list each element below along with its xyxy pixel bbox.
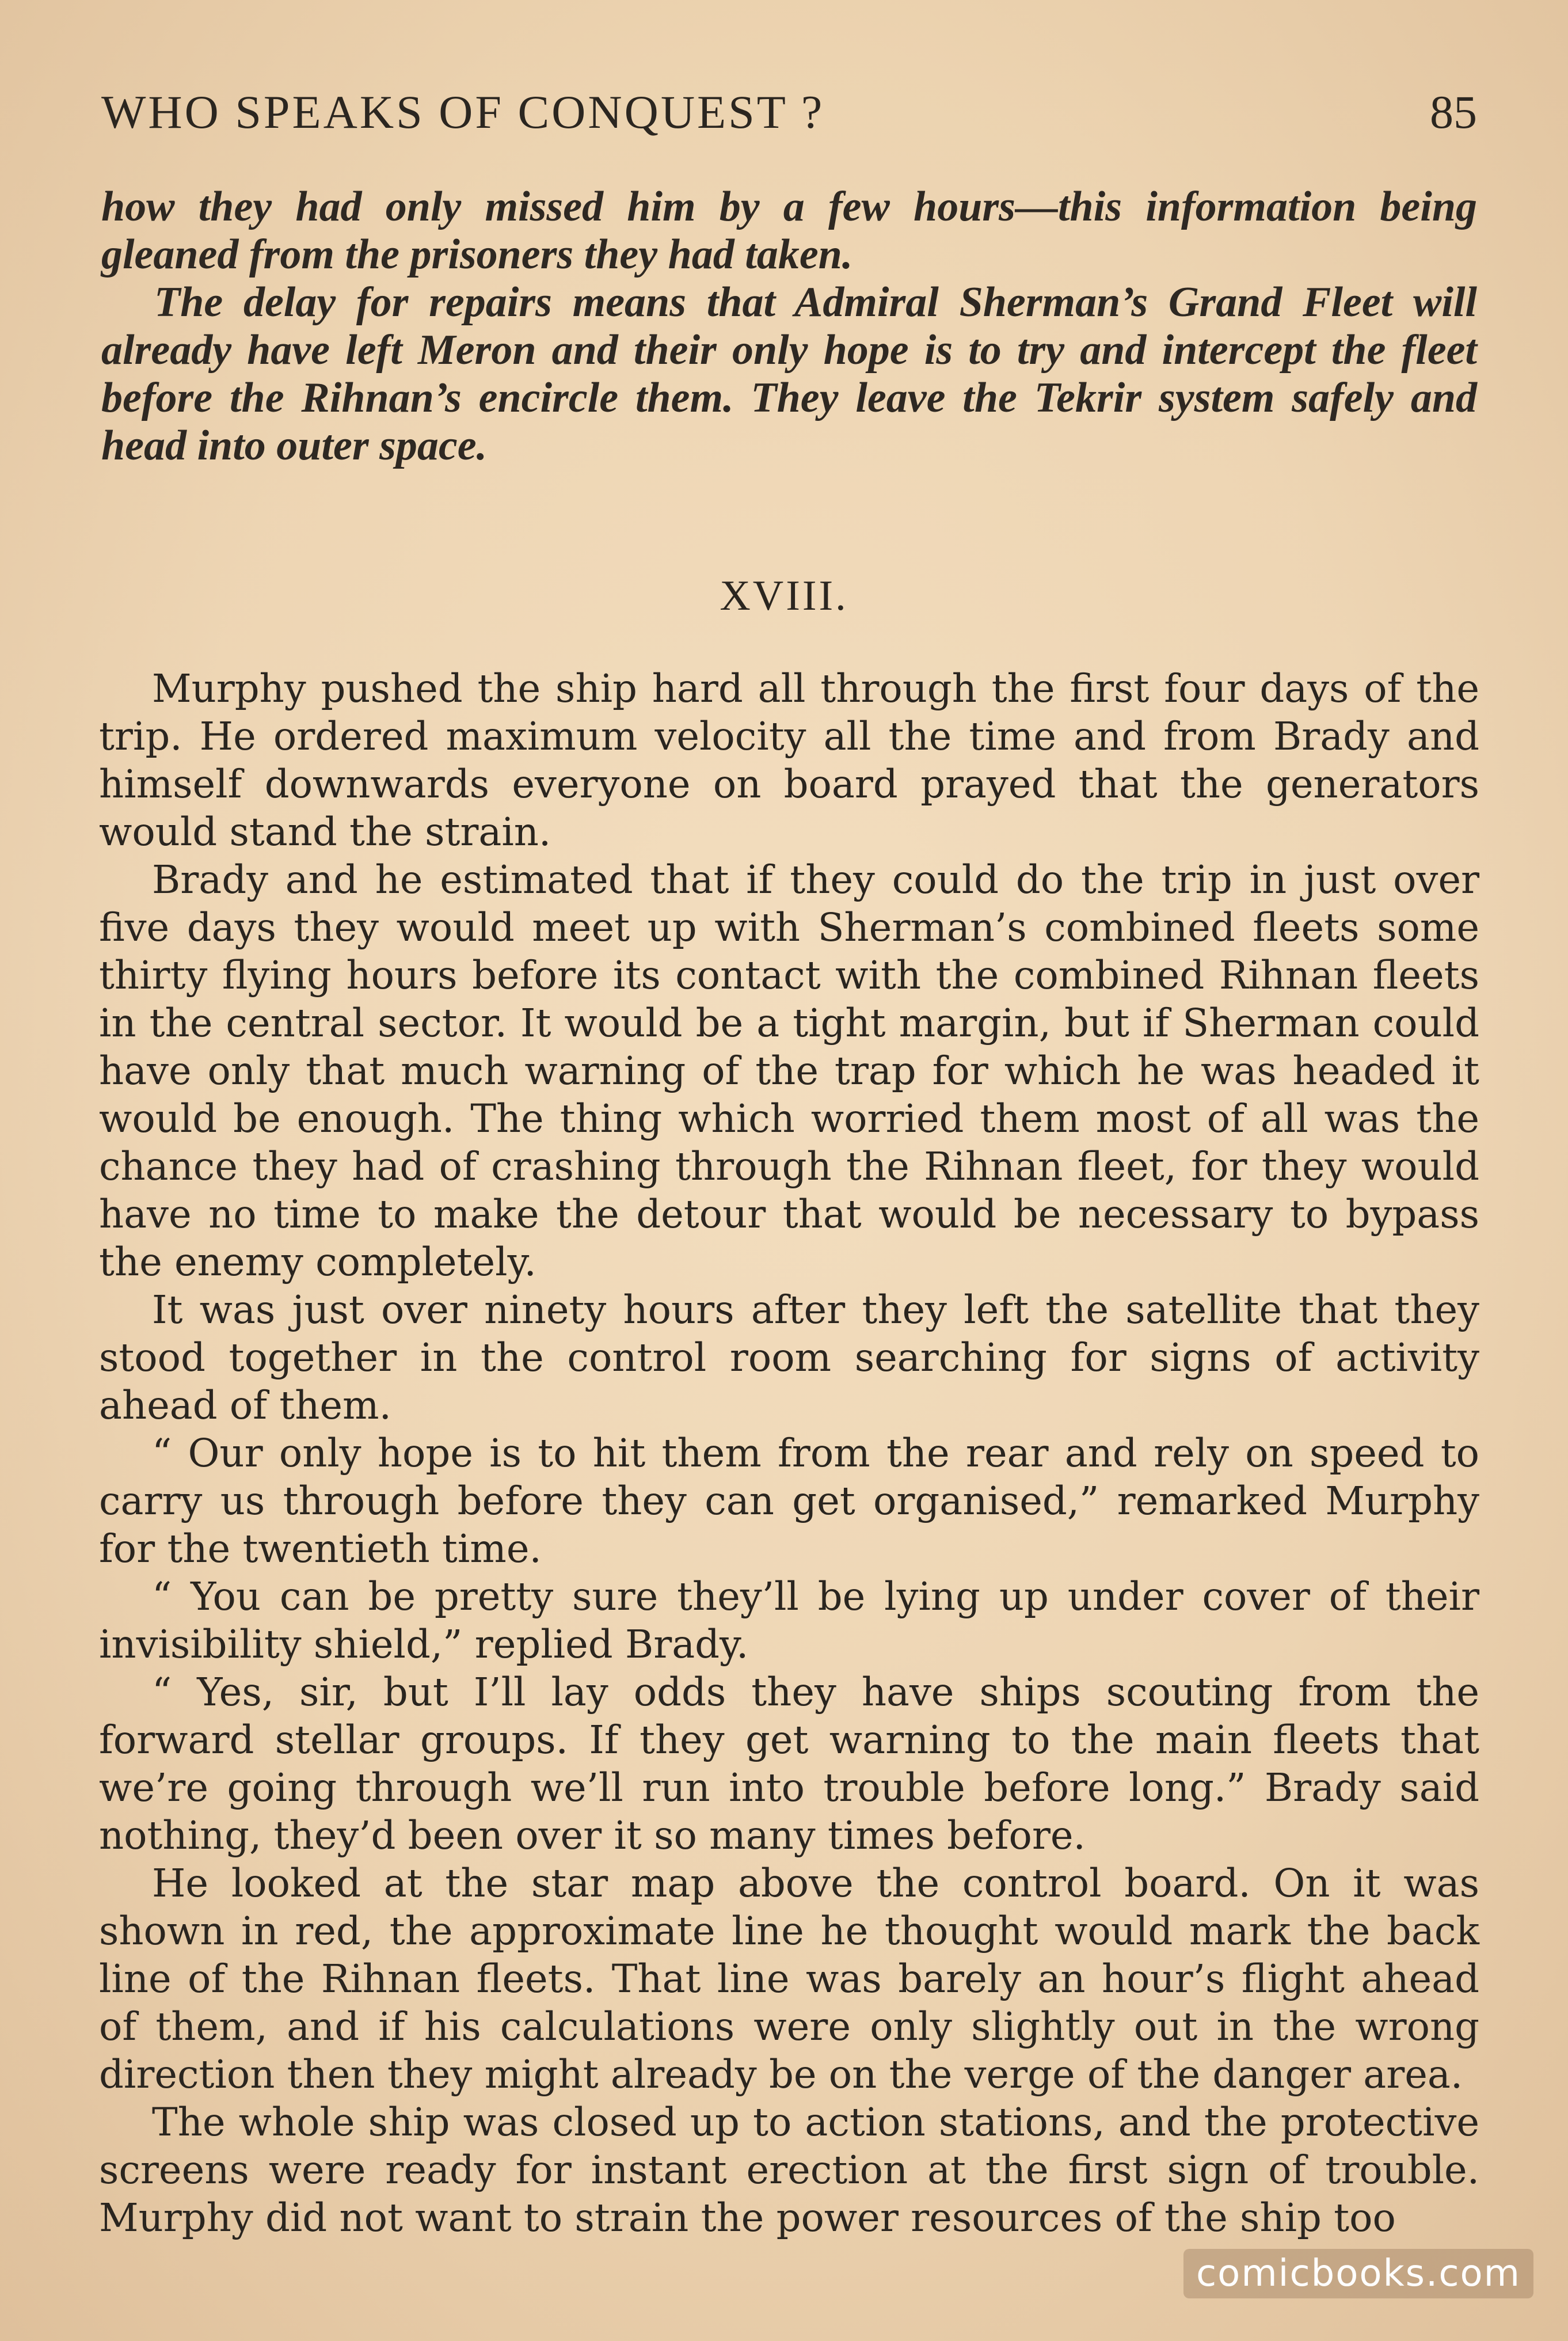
running-title: WHO SPEAKS OF CONQUEST ? [101, 86, 825, 138]
page-header [101, 81, 1477, 144]
summary-paragraph: how they had only missed him by a few hours—this information being gleaned from the prisoners they had taken. [101, 183, 1477, 278]
body-paragraph: Brady and he estimated that if they could do the trip in just over five days they would meet up with Sherman’s combined fleets some thirty flying hours before its contact with the combined Rihnan fleets in the central sector. It would be a tight margin, but if Sherman could have only that much warning of the trap for which he was headed it would be enough. The thing which worried them most of all was the chance they had of crashing through the Rihnan fleet, for they would have no time to make the detour that would be necessary to bypass the enemy completely. [99, 857, 1479, 1284]
chapter-heading: XVIII. [720, 572, 848, 620]
chapter-summary [101, 183, 1477, 470]
page-number: 85 [1430, 86, 1477, 138]
body-paragraph: The whole ship was closed up to action stations, and the protective screens were ready for instant erection at the first sign of trouble. Murphy did not want to strain the power resources of the ship too [99, 2100, 1479, 2240]
body-paragraph: “ Yes, sir, but I’ll lay odds they have ships scouting from the forward stellar groups. If they get warning to the main fleets that we’re going through we’ll run into trouble before long.” Brady said nothing, they’d been over it so many times before. [99, 1670, 1479, 1858]
watermark: comicbooks.com [1183, 2249, 1533, 2298]
body-paragraph: “ Our only hope is to hit them from the rear and rely on speed to carry us through before they can get organised,” remarked Murphy for the twentieth time. [99, 1431, 1479, 1571]
summary-paragraph: The delay for repairs means that Admiral Sherman’s Grand Fleet will already have left Meron and their only hope is to try and intercept the fleet before the Rihnan’s encircle them. They leave the Tekrir system safely and head into outer space. [101, 279, 1477, 469]
body-paragraph: Murphy pushed the ship hard all through the first four days of the trip. He ordered maximum velocity all the time and from Brady and himself downwards everyone on board prayed that the generators would stand the strain. [99, 666, 1479, 854]
body-paragraph: It was just over ninety hours after they left the satellite that they stood together in the control room searching for signs of activity ahead of them. [99, 1287, 1479, 1428]
body-text [99, 665, 1479, 2242]
body-paragraph: “ You can be pretty sure they’ll be lying up under cover of their invisibility shield,” replied Brady. [99, 1574, 1479, 1667]
body-paragraph: He looked at the star map above the control board. On it was shown in red, the approximate line he thought would mark the back line of the Rihnan fleets. That line was barely an hour’s flight ahead of them, and if his calculations were only slightly out in the wrong direction then they might already be on the verge of the danger area. [99, 1861, 1479, 2097]
